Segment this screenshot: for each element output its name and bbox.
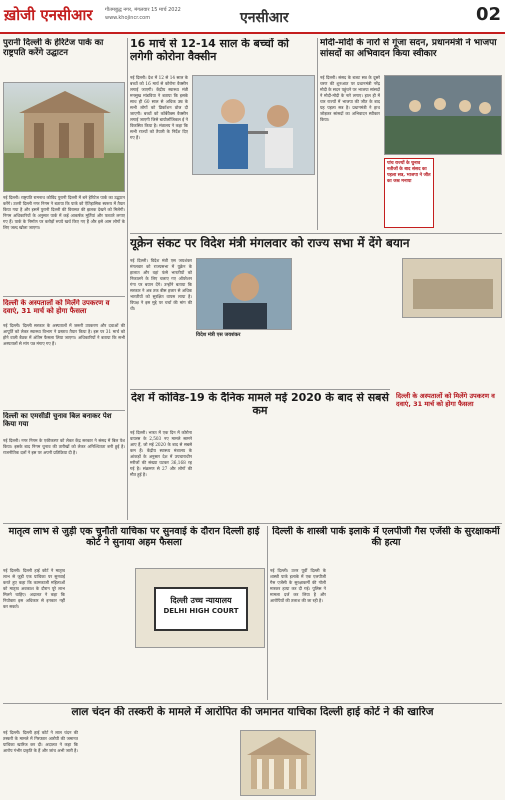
article-petition-body: नई दिल्ली। दिल्ली हाई कोर्ट ने मातृत्व लाभ से जुड़ी एक याचिका पर सुनवाई करते हुए कहा कि कामकाजी महिलाओं को मातृत्व अवकाश के दौरान पूरे लाभ मिलने चाहिए। अदालत ने कहा कि नियोक्ता इस अधिकार से इनकार नहीं कर सकते।: [3, 568, 65, 609]
divider: [130, 389, 390, 390]
article-heritage-body: नई दिल्ली। राष्ट्रपति रामनाथ कोविंद पुरानी दिल्ली में बने हेरिटेज पार्क का उद्घाटन करेंगे। उत्तरी दिल्ली नगर निगम ने बताया कि पार्क को ऐतिहासिक स्वरूप में तैयार किया गया है और इसमें पुरानी दिल्ली की विरासत की झलक देखने को मिलेगी। निगम अधिकारियों के अनुसार पार्क में कई आकर्षक मूर्तियां और फव्वारे लगाए गए हैं। पार्क के निर्माण पर करोड़ों रुपये खर्च किए गए हैं और इसे आम लोगों के लिए जल्द खोला जाएगा।: [3, 195, 125, 230]
article-mcd-body: नई दिल्ली। नगर निगम के एकीकरण को लेकर केंद्र सरकार ने संसद में बिल पेश किया। इसके बाद निगम चुनाव की तारीखों को लेकर अनिश्चितता बनी हुई है। राजनीतिक दलों ने इस पर अपनी प्रतिक्रिया दी है।: [3, 438, 125, 455]
article-mcd-headline: दिल्ली का एमसीडी चुनाव बिल बनाकर पेश किया गया: [3, 412, 112, 429]
divider: [3, 410, 125, 411]
divider: [3, 523, 502, 524]
page-number: 02: [475, 4, 501, 25]
article-ukraine-headline: यूक्रेन संकट पर विदेश मंत्री मंगलवार को राज्य सभा में देंगे बयान: [130, 236, 410, 250]
article-covid-body-col2: [196, 430, 258, 520]
article-lpg-body: नई दिल्ली। उत्तर पूर्वी दिल्ली के शास्त्री पार्क इलाके में एक एलपीजी गैस एजेंसी के सुरक्षाकर्मी की गोली मारकर हत्या कर दी गई। पुलिस ने मामला दर्ज कर लिया है और आरोपियों की तलाश की जा रही है।: [270, 568, 326, 603]
article-ukraine-body: नई दिल्ली। विदेश मंत्री एस जयशंकर मंगलवार को राज्यसभा में यूक्रेन के हालात और वहां फंसे भारतीयों को निकालने के लिए चलाए गए ऑपरेशन गंगा पर बयान देंगे। उन्होंने बताया कि सरकार ने अब तक बीस हजार से अधिक भारतीयों को सुरक्षित वापस लाया है। विपक्ष ने इस मुद्दे पर चर्चा की मांग की थी।: [130, 258, 192, 311]
article-dmrc-headline-wrap: [3, 299, 125, 321]
article-modi-headline: मोदी-मोदी के नारों से गूंजा सदन, प्रधानमंत्री ने भाजपा सांसदों का अभिवादन किया स्वीकार: [320, 38, 497, 59]
article-sandalwood-headline: लाल चंदन की तस्करी के मामले में आरोपित की जमानत याचिका दिल्ली हाई कोर्ट ने की खारिज: [71, 706, 434, 718]
article-petition-body-col2: [69, 568, 131, 700]
article-sandalwood-body: नई दिल्ली। दिल्ली हाई कोर्ट ने लाल चंदन की तस्करी के मामले में गिरफ्तार आरोपी की जमानत याचिका खारिज कर दी। अदालत ने कहा कि आरोप गंभीर प्रकृति के हैं और जांच अभी जारी है।: [3, 730, 78, 753]
article-modi-body-cont: [438, 158, 502, 230]
article-lpg-body-col2: [330, 568, 386, 700]
section-title: एनसीआर: [240, 10, 289, 26]
article-vaccine-body-cont: [192, 178, 315, 230]
article-petition-headline-wrap: [3, 526, 265, 564]
article-covid-body-col4: [328, 430, 390, 520]
article-modi-body: नई दिल्ली। संसद के बजट सत्र के दूसरे चरण की शुरुआत पर प्रधानमंत्री नरेंद्र मोदी के सदन पहुंचने पर भाजपा सांसदों ने मोदी-मोदी के नारे लगाए। हाल ही में चार राज्यों में भाजपा की जीत के बाद यह पहला सत्र है। प्रधानमंत्री ने हाथ जोड़कर सांसदों का अभिवादन स्वीकार किया।: [320, 75, 380, 122]
article-covid-body: नई दिल्ली। भारत में एक दिन में कोरोना वायरस के 2,503 नए मामले सामने आए हैं, जो मई 2020 के बाद से सबसे कम हैं। केंद्रीय स्वास्थ्य मंत्रालय के आंकड़ों के अनुसार देश में उपचाराधीन मरीजों की संख्या घटकर 36,168 रह गई है। संक्रमण से 27 और लोगों की मौत हुई है।: [130, 430, 192, 477]
column-rule: [127, 38, 128, 520]
article-petition-body-col3: [135, 652, 265, 700]
delhi-high-court-sign: [135, 568, 265, 648]
article-lpg-headline: दिल्ली के शास्त्री पार्क इलाके में एलपीजी गैस एजेंसी के सुरक्षाकर्मी की हत्या: [272, 526, 500, 549]
court-building-photo: [240, 730, 316, 796]
article-vaccine-headline: 16 मार्च से 12-14 साल के बच्चों को लगेगी कोरोना वैक्सीन: [130, 38, 289, 63]
article-vaccine-headline-wrap: [130, 38, 315, 72]
article-dmrc-body: नई दिल्ली। दिल्ली सरकार के अस्पतालों में जरूरी उपकरण और दवाओं की आपूर्ति को लेकर स्वास्थ्य विभाग ने प्रस्ताव तैयार किया है। इस पर 31 मार्च को होने वाली बैठक में अंतिम फैसला लिया जाएगा। अधिकारियों ने बताया कि सभी अस्पतालों से मांग पत्र मंगाए गए हैं।: [3, 323, 125, 346]
article-vaccine-body: नई दिल्ली। देश में 12 से 14 साल के बच्चों को 16 मार्च से कोरोना वैक्सीन लगाई जाएगी। केंद्रीय स्वास्थ्य मंत्री मनसुख मांडविया ने बताया कि इसके साथ ही 60 साल से अधिक उम्र के सभी लोगों को प्रिकॉशन डोज दी जाएगी। बच्चों को कॉर्बेवैक्स वैक्सीन लगाई जाएगी जिसे बायोलॉजिकल ई ने विकसित किया है। मंत्रालय ने कहा कि सभी राज्यों को तैयारी के निर्देश दिए गए हैं।: [130, 75, 188, 140]
article-lpg-body-col4: [450, 568, 502, 700]
masthead-meta: [105, 6, 181, 22]
article-lpg-body-col3: [390, 568, 446, 700]
article-covid-headline-wrap: [130, 392, 390, 426]
heritage-park-illustration: [4, 83, 125, 192]
article-sandalwood-body-col3: [161, 730, 236, 796]
article-sandalwood-body-col4: [320, 730, 408, 796]
newspaper-logo: ख़ोजी एनसीआर: [4, 6, 93, 24]
article-ukraine-body-cont: [296, 258, 398, 386]
vaccine-photo: [192, 75, 315, 175]
jaishankar-photo: [196, 258, 292, 330]
court-sign-english: DELHI HIGH COURT: [163, 607, 239, 615]
parliament-illustration: [385, 76, 502, 155]
court-sign-hindi: दिल्ली उच्च न्यायालय: [170, 596, 232, 605]
article-modi-headline-wrap: [320, 38, 502, 72]
column-rule: [267, 526, 268, 700]
divider: [3, 703, 502, 704]
column-rule: [317, 38, 318, 230]
modi-callout-text: पांच राज्यों के चुनाव नतीजों के बाद संसद का पहला सत्र, भाजपा ने जीत का जश्न मनाया: [387, 161, 431, 184]
divider: [3, 296, 125, 297]
article-sandalwood-body-col2: [82, 730, 157, 796]
date-line: गौतमबुद्ध नगर, मंगलवार 15 मार्च 2022: [105, 7, 181, 13]
article-heritage-headline-wrap: [3, 38, 125, 80]
vaccination-illustration: [193, 76, 315, 175]
brief-title: दिल्ली के अस्पतालों को मिलेंगे उपकरण व दवाएं, 31 मार्च को होगा फैसला: [396, 392, 495, 408]
article-ukraine-headline-wrap: [130, 236, 502, 254]
court-signboard: [154, 587, 248, 631]
article-heritage-headline: पुरानी दिल्ली के हेरिटेज पार्क का राष्ट्रपति करेंगे उद्घाटन: [3, 38, 104, 59]
article-dmrc-headline: दिल्ली के अस्पतालों को मिलेंगे उपकरण व दवाएं, 31 मार्च को होगा फैसला: [3, 299, 110, 316]
article-petition-headline: मातृत्व लाभ से जुड़ी एक चुनौती याचिका पर सुनवाई के दौरान दिल्ली हाई कोर्ट ने सुनाया अहम फैसला: [8, 526, 260, 549]
ukraine-photo-caption: विदेश मंत्री एस जयशंकर: [196, 332, 241, 338]
article-covid-body-col3: [262, 430, 324, 520]
modi-callout-box: [384, 158, 434, 228]
evacuation-illustration: [403, 259, 502, 318]
article-ukraine-side-body: [402, 322, 502, 386]
website-line: www.khojincr.com: [105, 15, 151, 21]
court-building-illustration: [241, 731, 316, 796]
article-lpg-headline-wrap: [270, 526, 502, 564]
article-sandalwood-body-col5: [412, 730, 502, 796]
article-mcd-headline-wrap: [3, 412, 125, 436]
parliament-photo: [384, 75, 502, 155]
minister-portrait: [197, 259, 292, 330]
right-mid-brief: [396, 392, 502, 520]
masthead: [0, 0, 505, 34]
ukraine-evacuation-photo: [402, 258, 502, 318]
divider: [130, 233, 502, 234]
article-covid-headline: देश में कोविड-19 के दैनिक मामले मई 2020 के बाद से सबसे कम: [131, 392, 389, 417]
heritage-park-photo: [3, 82, 125, 192]
article-sandalwood-headline-wrap: [3, 706, 502, 726]
